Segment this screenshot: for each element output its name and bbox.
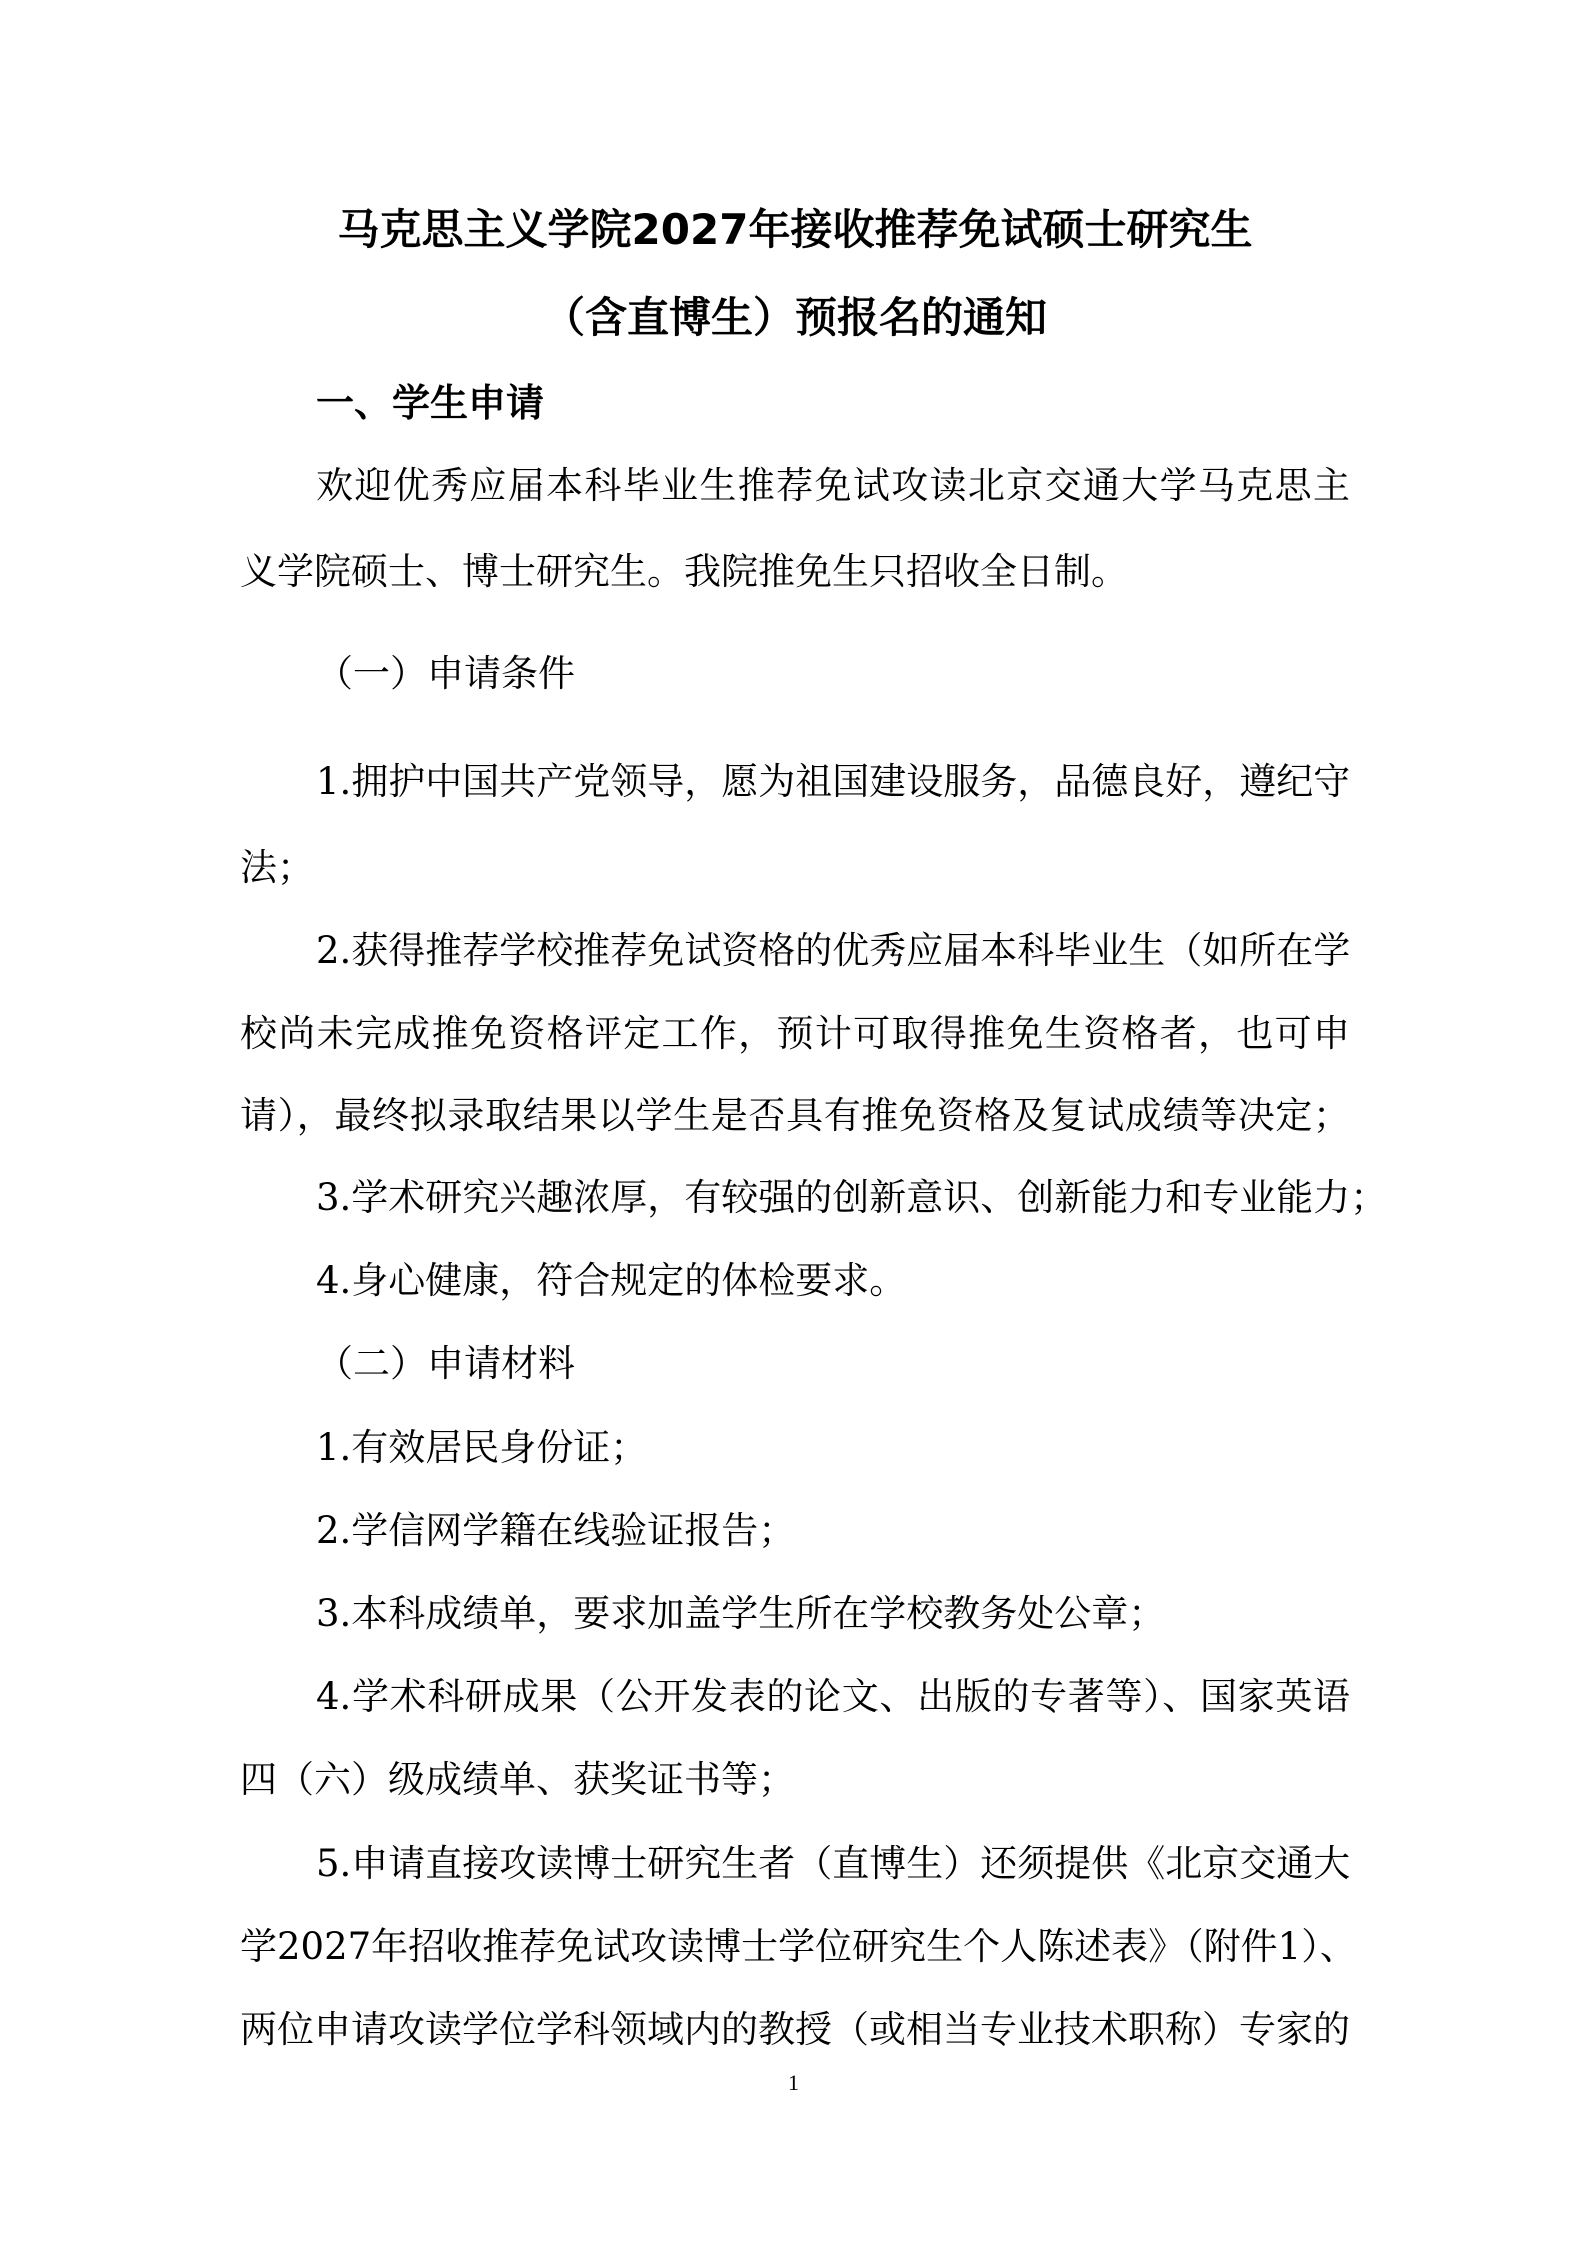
section-heading-student-application: 一、学生申请 xyxy=(316,381,545,425)
material-line: 两位申请攻读学位学科领域内的教授（或相当专业技术职称）专家的 xyxy=(240,2008,1350,2051)
condition-line: 3.学术研究兴趣浓厚，有较强的创新意识、创新能力和专业能力； xyxy=(316,1176,1388,1219)
intro-line: 欢迎优秀应届本科毕业生推荐免试攻读北京交通大学马克思主 xyxy=(316,464,1350,507)
condition-line: 4.身心健康，符合规定的体检要求。 xyxy=(316,1259,907,1302)
subsection-heading-conditions: （一）申请条件 xyxy=(316,652,575,695)
document-title-line-1: 马克思主义学院2027年接收推荐免试硕士研究生 xyxy=(337,205,1253,254)
condition-line: 校尚未完成推免资格评定工作，预计可取得推免生资格者，也可申 xyxy=(240,1012,1350,1055)
page-number: 1 xyxy=(788,2070,799,2095)
condition-line: 请），最终拟录取结果以学生是否具有推免资格及复试成绩等决定； xyxy=(240,1094,1350,1137)
subsection-heading-materials: （二）申请材料 xyxy=(316,1342,575,1385)
intro-line: 义学院硕士、博士研究生。我院推免生只招收全日制。 xyxy=(240,550,1128,593)
material-line: 3.本科成绩单，要求加盖学生所在学校教务处公章； xyxy=(316,1592,1166,1635)
condition-line: 2.获得推荐学校推荐免试资格的优秀应届本科毕业生（如所在学 xyxy=(316,929,1351,972)
condition-line: 1.拥护中国共产党领导，愿为祖国建设服务，品德良好，遵纪守 xyxy=(316,760,1351,803)
condition-line: 法； xyxy=(240,846,314,889)
material-line: 4.学术科研成果（公开发表的论文、出版的专著等）、国家英语 xyxy=(316,1675,1350,1718)
material-line: 1.有效居民身份证； xyxy=(316,1426,648,1469)
material-line: 2.学信网学籍在线验证报告； xyxy=(316,1509,796,1552)
document-title-line-2: （含直博生）预报名的通知 xyxy=(542,293,1047,342)
material-line: 四（六）级成绩单、获奖证书等； xyxy=(240,1758,795,1801)
material-line: 学2027年招收推荐免试攻读博士学位研究生个人陈述表》（附件1）、 xyxy=(240,1925,1357,1968)
material-line: 5.申请直接攻读博士研究生者（直博生）还须提供《北京交通大 xyxy=(316,1842,1351,1885)
